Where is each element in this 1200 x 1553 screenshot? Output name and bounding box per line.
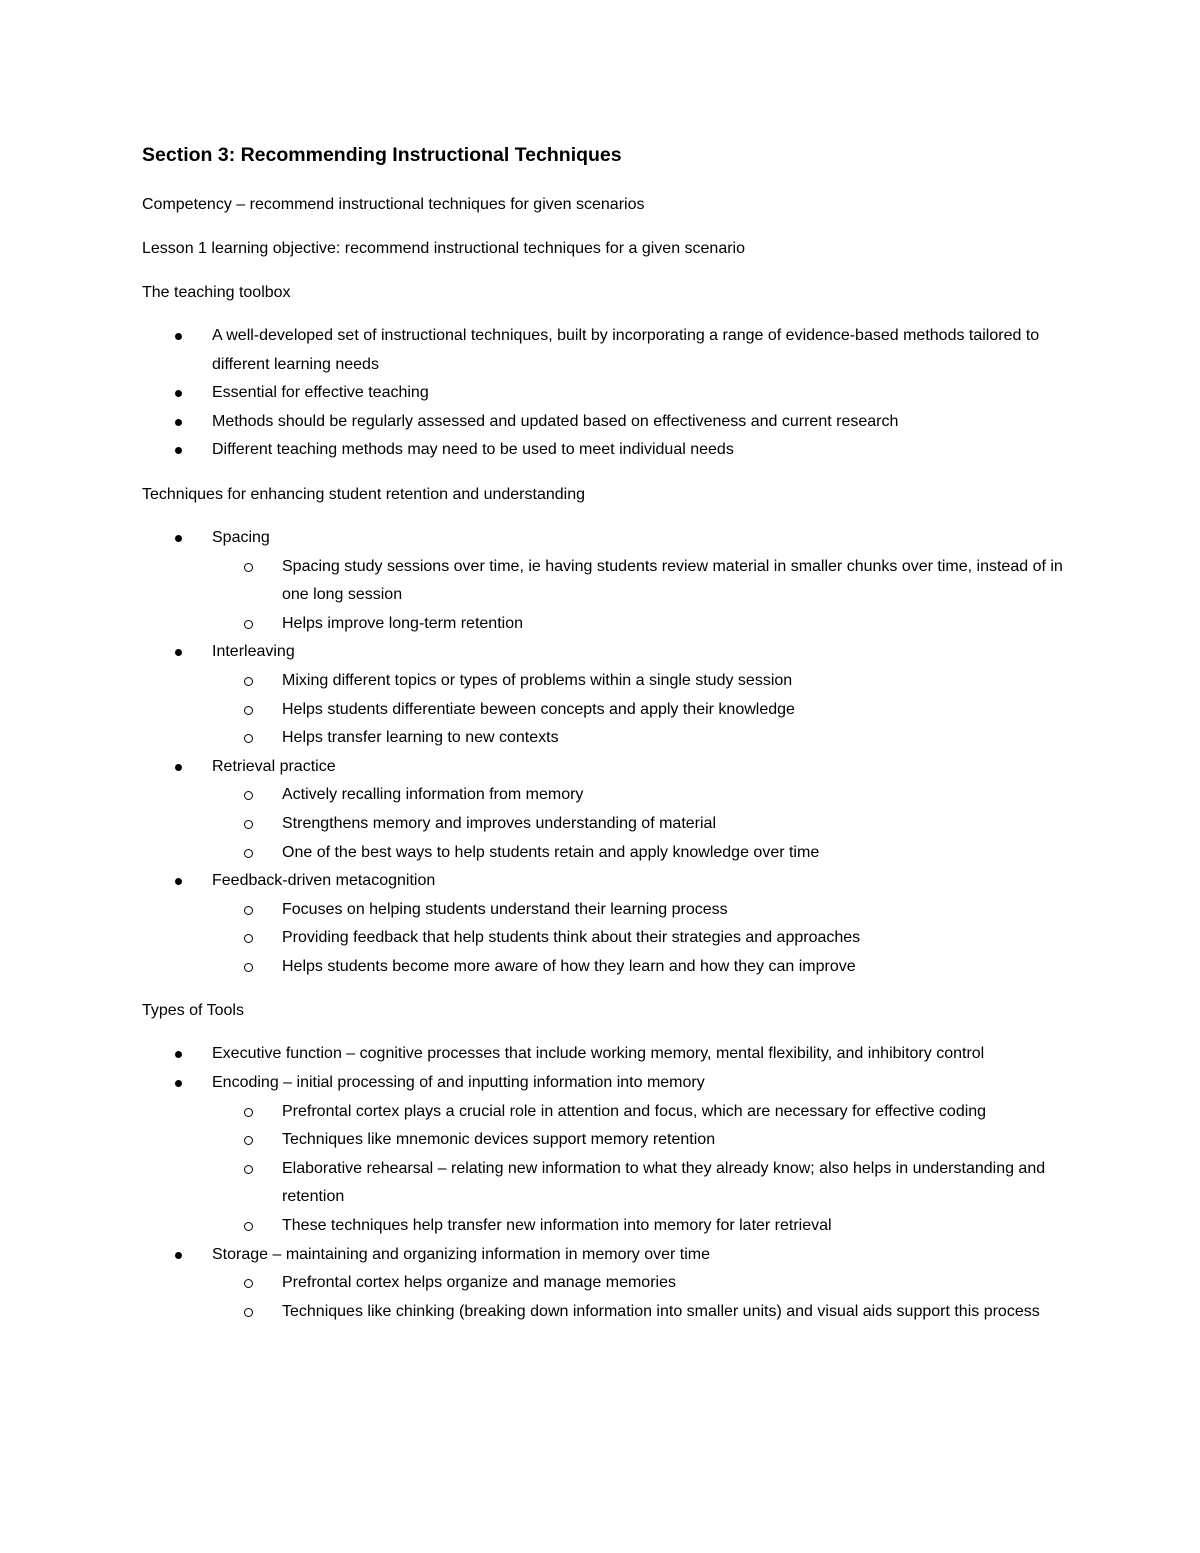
sub-list-item-text: Helps improve long-term retention	[282, 614, 523, 632]
sub-list-item-text: Prefrontal cortex helps organize and manage memories	[282, 1274, 676, 1292]
lesson-objective: Lesson 1 learning objective: recommend instructional techniques for a given scenario	[142, 240, 746, 257]
sub-list	[212, 667, 1072, 753]
list-item-text: Essential for effective teaching	[212, 384, 429, 402]
list-item	[142, 322, 1072, 379]
list-item	[142, 1069, 1072, 1241]
sub-list-item	[211, 610, 1072, 639]
list-item-text: A well-developed set of instructional techniques, built by incorporating a range of evidence-based methods tailored to different learning needs	[212, 327, 1040, 373]
sub-list-item-text: Providing feedback that help students think about their strategies and approaches	[282, 929, 861, 947]
sub-list	[212, 1269, 1072, 1326]
document-page	[142, 140, 1072, 1341]
list-item	[142, 524, 1072, 638]
circle-bullet-icon	[244, 1308, 253, 1317]
list-item	[142, 408, 1072, 437]
sub-list-item-text: Helps transfer learning to new contexts	[282, 729, 559, 747]
sub-list-item	[211, 896, 1072, 925]
list-item-text: Retrieval practice	[212, 757, 336, 775]
sub-list-item-text: Helps students become more aware of how they learn and how they can improve	[282, 957, 856, 975]
sub-list-item-text: Focuses on helping students understand their learning process	[282, 900, 728, 918]
list-item	[142, 379, 1072, 408]
bullet-icon	[175, 1080, 182, 1087]
bullet-icon	[175, 1051, 182, 1058]
circle-bullet-icon	[244, 1279, 253, 1288]
list-item-text: Executive function – cognitive processes that include working memory, mental flexibility, and inhibitory control	[212, 1045, 985, 1063]
sub-list	[212, 553, 1072, 639]
circle-bullet-icon	[244, 849, 253, 858]
toolbox-list	[142, 322, 1072, 465]
tools-list	[142, 1040, 1072, 1326]
circle-bullet-icon	[244, 620, 253, 629]
sub-list-item	[211, 953, 1072, 982]
list-item-text: Interleaving	[212, 643, 295, 661]
section-title: Section 3: Recommending Instructional Techniques	[142, 144, 622, 166]
list-item-text: Storage – maintaining and organizing information in memory over time	[212, 1245, 711, 1263]
circle-bullet-icon	[244, 734, 253, 743]
list-item-text: Spacing	[212, 528, 270, 546]
sub-list	[212, 896, 1072, 982]
sub-list-item	[211, 924, 1072, 953]
circle-bullet-icon	[244, 963, 253, 972]
circle-bullet-icon	[244, 706, 253, 715]
bullet-icon	[175, 447, 182, 454]
sub-list	[212, 1098, 1072, 1241]
circle-bullet-icon	[244, 820, 253, 829]
techniques-heading: Techniques for enhancing student retention and understanding	[142, 485, 585, 503]
bullet-icon	[175, 390, 182, 397]
sub-list-item-text: Strengthens memory and improves understanding of material	[282, 814, 716, 832]
sub-list-item	[211, 1126, 1072, 1155]
list-item	[142, 867, 1072, 981]
tools-heading: Types of Tools	[142, 1002, 244, 1020]
sub-list-item	[211, 696, 1072, 725]
sub-list-item	[211, 667, 1072, 696]
list-item-text: Encoding – initial processing of and inputting information into memory	[212, 1074, 705, 1092]
sub-list-item-text: Helps students differentiate beween concepts and apply their knowledge	[282, 700, 795, 718]
list-item	[142, 1241, 1072, 1327]
sub-list-item-text: Techniques like chinking (breaking down information into smaller units) and visual aids support this process	[282, 1302, 1040, 1320]
sub-list-item-text: Prefrontal cortex plays a crucial role in attention and focus, which are necessary for effective coding	[282, 1102, 987, 1120]
bullet-icon	[175, 878, 182, 885]
sub-list-item	[211, 839, 1072, 868]
circle-bullet-icon	[244, 1108, 253, 1117]
circle-bullet-icon	[244, 1165, 253, 1174]
toolbox-heading: The teaching toolbox	[142, 284, 291, 301]
sub-list-item-text: These techniques help transfer new information into memory for later retrieval	[282, 1217, 832, 1235]
sub-list-item	[211, 781, 1072, 810]
sub-list-item-text: Elaborative rehearsal – relating new information to what they already know; also helps in understanding and retention	[282, 1159, 1046, 1206]
list-item-text: Methods should be regularly assessed and updated based on effectiveness and current research	[212, 412, 899, 430]
sub-list-item	[211, 553, 1072, 610]
sub-list-item	[211, 1298, 1072, 1327]
sub-list-item	[211, 1155, 1072, 1212]
circle-bullet-icon	[244, 906, 253, 915]
circle-bullet-icon	[244, 791, 253, 800]
sub-list-item-text: Techniques like mnemonic devices support memory retention	[282, 1131, 716, 1149]
list-item	[142, 436, 1072, 465]
circle-bullet-icon	[244, 677, 253, 686]
list-item-text: Different teaching methods may need to be used to meet individual needs	[212, 441, 734, 459]
list-item	[142, 1040, 1072, 1069]
competency-line: Competency – recommend instructional techniques for given scenarios	[142, 196, 645, 213]
circle-bullet-icon	[244, 1136, 253, 1145]
list-item	[142, 753, 1072, 867]
circle-bullet-icon	[244, 563, 253, 572]
techniques-list	[142, 524, 1072, 982]
list-item-text: Feedback-driven metacognition	[212, 872, 436, 890]
bullet-icon	[175, 649, 182, 656]
sub-list-item	[211, 1098, 1072, 1127]
sub-list-item-text: Mixing different topics or types of problems within a single study session	[282, 671, 793, 689]
bullet-icon	[175, 535, 182, 542]
bullet-icon	[175, 1252, 182, 1259]
bullet-icon	[175, 333, 182, 340]
sub-list-item-text: Actively recalling information from memory	[282, 786, 584, 804]
sub-list-item	[211, 1269, 1072, 1298]
sub-list-item	[211, 1212, 1072, 1241]
sub-list-item	[211, 724, 1072, 753]
bullet-icon	[175, 764, 182, 771]
sub-list-item-text: Spacing study sessions over time, ie having students review material in smaller chunks over time, instead of in one long session	[282, 557, 1063, 604]
sub-list-item	[211, 810, 1072, 839]
sub-list-item-text: One of the best ways to help students retain and apply knowledge over time	[282, 843, 820, 861]
list-item	[142, 638, 1072, 752]
bullet-icon	[175, 419, 182, 426]
sub-list	[212, 781, 1072, 867]
circle-bullet-icon	[244, 1222, 253, 1231]
circle-bullet-icon	[244, 934, 253, 943]
